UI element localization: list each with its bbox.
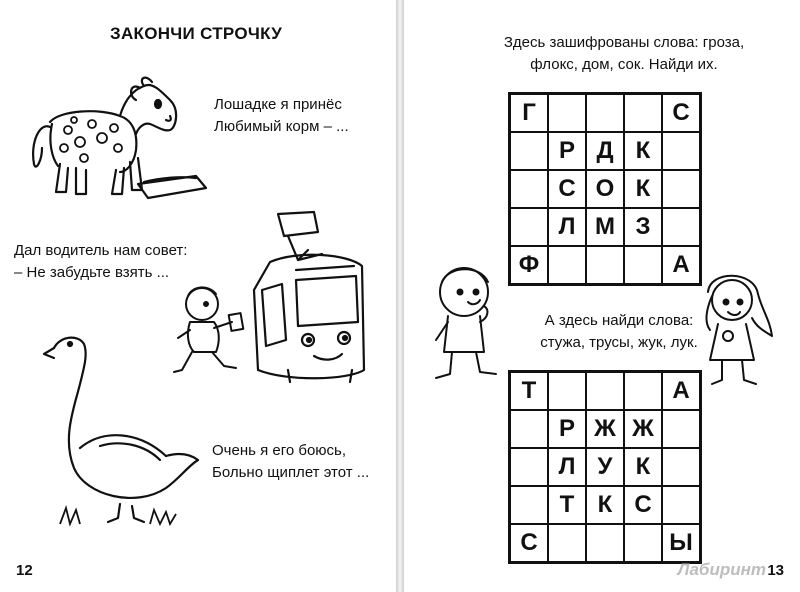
grid-cell: Ы <box>662 524 700 562</box>
verse-driver: Дал водитель нам совет: – Не забудьте взять ... <box>14 242 188 281</box>
grid-cell: Р <box>548 410 586 448</box>
task-2-text: А здесь найди слова: стужа, трусы, жук, лук. <box>540 312 698 351</box>
grid-cell: А <box>662 372 700 410</box>
grid-cell <box>510 448 548 486</box>
grid-cell: С <box>510 524 548 562</box>
grid-cell <box>548 372 586 410</box>
grid-cell <box>624 372 662 410</box>
grid-cell <box>662 170 700 208</box>
grid-cell: С <box>662 94 700 132</box>
grid-cell <box>624 246 662 284</box>
page-number-right: 13 <box>767 562 784 579</box>
watermark-logo: Лабиринт <box>677 560 766 579</box>
grid-cell <box>586 94 624 132</box>
tram-illustration <box>248 210 368 386</box>
horse-illustration <box>20 72 220 202</box>
grid-cell: Т <box>510 372 548 410</box>
grid-cell: К <box>624 448 662 486</box>
verse-goose: Очень я его боюсь, Больно щиплет этот ... <box>212 442 370 481</box>
grid-cell: Р <box>548 132 586 170</box>
task-1-text: Здесь зашифрованы слова: гроза, флокс, дом, сок. Найди их. <box>503 34 745 73</box>
grid-cell <box>548 94 586 132</box>
grid-cell <box>548 246 586 284</box>
grid-cell: С <box>548 170 586 208</box>
page-title: ЗАКОНЧИ СТРОЧКУ <box>110 24 283 43</box>
grid-cell: О <box>586 170 624 208</box>
girl-illustration <box>692 270 778 394</box>
grid-cell <box>586 372 624 410</box>
grid-cell: К <box>624 170 662 208</box>
grid-cell: У <box>586 448 624 486</box>
grid-cell <box>510 170 548 208</box>
grid-cell: Ф <box>510 246 548 284</box>
right-page <box>404 0 800 592</box>
grid-cell: Л <box>548 448 586 486</box>
word-grid-1 <box>508 92 702 286</box>
grid-cell <box>586 524 624 562</box>
grid-cell <box>510 486 548 524</box>
left-page <box>0 0 396 592</box>
grid-cell <box>624 524 662 562</box>
grid-cell: Д <box>586 132 624 170</box>
grid-cell <box>510 410 548 448</box>
grid-cell <box>662 132 700 170</box>
grid-cell: Ж <box>624 410 662 448</box>
grid-cell <box>624 94 662 132</box>
grid-cell: К <box>586 486 624 524</box>
word-grid-2 <box>508 370 702 564</box>
grid-cell: Ж <box>586 410 624 448</box>
thinking-boy-illustration <box>424 262 510 386</box>
grid-cell <box>662 208 700 246</box>
grid-cell: К <box>624 132 662 170</box>
grid-cell <box>548 524 586 562</box>
grid-cell <box>662 448 700 486</box>
grid-cell <box>586 246 624 284</box>
grid-cell <box>662 410 700 448</box>
grid-cell: Л <box>548 208 586 246</box>
grid-cell <box>662 486 700 524</box>
grid-cell: Г <box>510 94 548 132</box>
book-gutter <box>396 0 404 592</box>
grid-cell: М <box>586 208 624 246</box>
goose-illustration <box>40 328 210 528</box>
grid-cell <box>510 208 548 246</box>
page-number-left: 12 <box>16 562 33 579</box>
grid-cell: С <box>624 486 662 524</box>
grid-cell: А <box>662 246 700 284</box>
grid-cell: Т <box>548 486 586 524</box>
grid-cell <box>510 132 548 170</box>
verse-horse: Лошадке я принёс Любимый корм – ... <box>214 96 349 135</box>
grid-cell: З <box>624 208 662 246</box>
